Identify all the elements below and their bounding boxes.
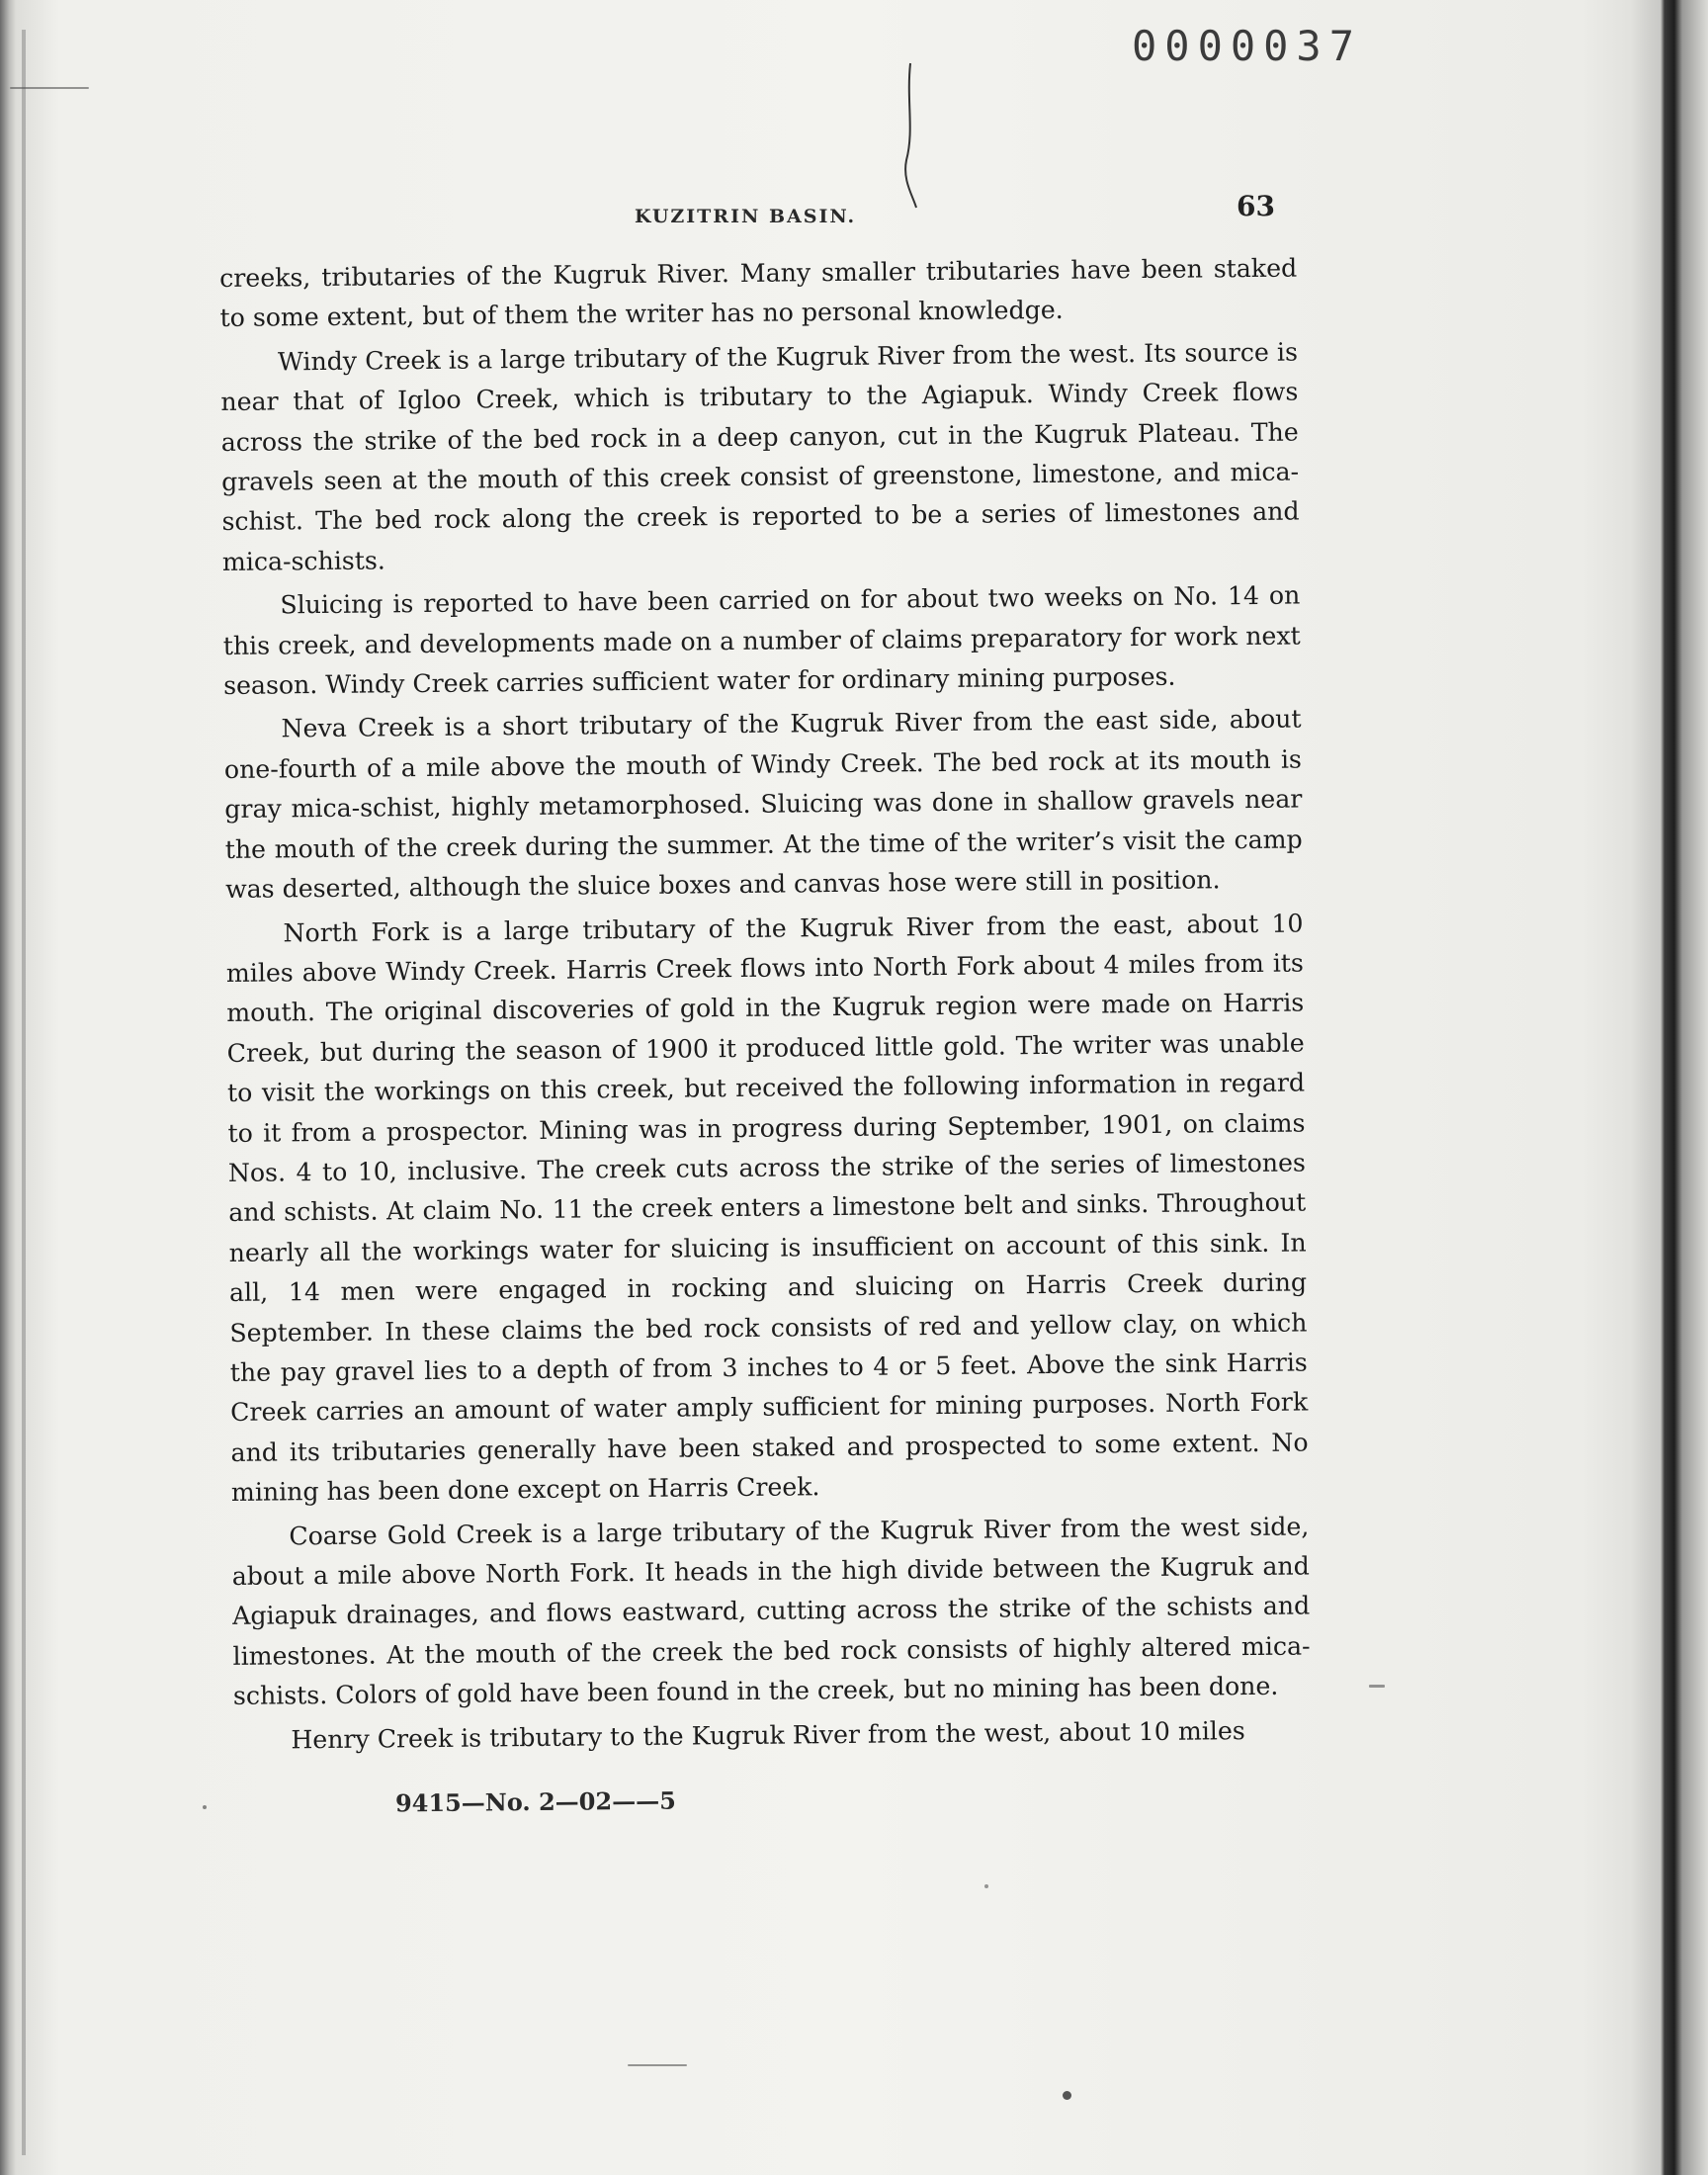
paragraph-5: North Fork is a large tributary of the Kugruk River from the east, about 10 miles above Windy Creek. Harris Creek flows into North Fork about 4 miles from its mouth. The original discoveries of gold in the Kugruk region were made on Harris Creek, but during the season of 1900 it produced little gold. The writer was unable to visit the workings on this creek, but received the following information in regard to it from a prospector. Mining was in progress during September, 1901, on claims Nos. 4 to 10, inclusive. The creek cuts across the strike of the series of limestones and schists. At claim No. 11 the creek enters a limestone belt and sinks. Throughout nearly all the workings water for sluicing is insufficient on account of this sink. In all, 14 men were engaged in rocking and sluicing on Harris Creek during September. In these claims the bed rock consists of red and yellow clay, on which the pay gravel lies to a depth of from 3 inches to 4 or 5 feet. Above the sink Harris Creek carries an amount of water amply sufficient for mining purposes. North Fork and its tributaries generally have been staked and prospected to some extent. No mining has been done except on Harris Creek. bbox=[225, 909, 1309, 1508]
paragraph-1: creeks, tributaries of the Kugruk River. Many smaller tributaries have been staked to some extent, but of them the writer has no personal knowledge. bbox=[219, 253, 1298, 333]
paragraph-3: Sluicing is reported to have been carried on for about two weeks on No. 14 on this creek, and developments made on a number of claims preparatory for work next season. Windy Creek carries sufficient water for ordinary mining purposes. bbox=[222, 580, 1301, 701]
running-head: KUZITRIN BASIN. bbox=[635, 206, 857, 227]
scan-speck bbox=[1063, 2091, 1071, 2100]
page-number: 63 bbox=[1237, 190, 1275, 222]
scan-right-edge bbox=[1631, 0, 1708, 2175]
page-header bbox=[227, 190, 1275, 229]
scan-speck bbox=[628, 2064, 687, 2066]
control-number-stamp: 0000037 bbox=[1132, 22, 1363, 70]
scan-speck bbox=[10, 87, 89, 89]
scan-left-shadow-line bbox=[22, 30, 26, 2155]
scan-speck bbox=[984, 1884, 988, 1888]
body-text bbox=[219, 249, 1312, 1765]
pencil-mark bbox=[895, 61, 924, 210]
signature-line: 9415—No. 2—02——5 bbox=[394, 1785, 676, 1818]
paragraph-4: Neva Creek is a short tributary of the Kugruk River from the east side, about one-fourth of a mile above the mouth of Windy Creek. The bed rock at its mouth is gray mica-schist, highly metamorphosed. Sluicing was done in shallow gravels near the mouth of the creek during the summer. At the time of the writer’s visit the camp was deserted, although the sluice boxes and canvas hose were still in position. bbox=[223, 704, 1303, 905]
paragraph-6: Coarse Gold Creek is a large tributary of the Kugruk River from the west side, about a mile above North Fork. It heads in the high divide between the Kugruk and Agiapuk drainages, and flows eastward, cutting across the strike of the schists and limestones. At the mouth of the creek the bed rock consists of highly altered mica-schists. Colors of gold have been found in the creek, but no mining has been done. bbox=[231, 1512, 1311, 1711]
scan-left-edge bbox=[0, 0, 16, 2175]
scan-speck bbox=[1369, 1685, 1385, 1688]
scan-speck bbox=[203, 1805, 207, 1809]
paragraph-7: Henry Creek is tributary to the Kugruk River from the west, about 10 miles bbox=[291, 1715, 1245, 1754]
paragraph-2: Windy Creek is a large tributary of the Kugruk River from the west. Its source is near that of Igloo Creek, which is tributary to the Agiapuk. Windy Creek flows across the strike of the bed rock in a deep canyon, cut in the Kugruk Plateau. The gravels seen at the mouth of this creek consist of greenstone, limestone, and mica-schist. The bed rock along the creek is reported to be a series of limestones and mica-schists. bbox=[220, 337, 1300, 576]
